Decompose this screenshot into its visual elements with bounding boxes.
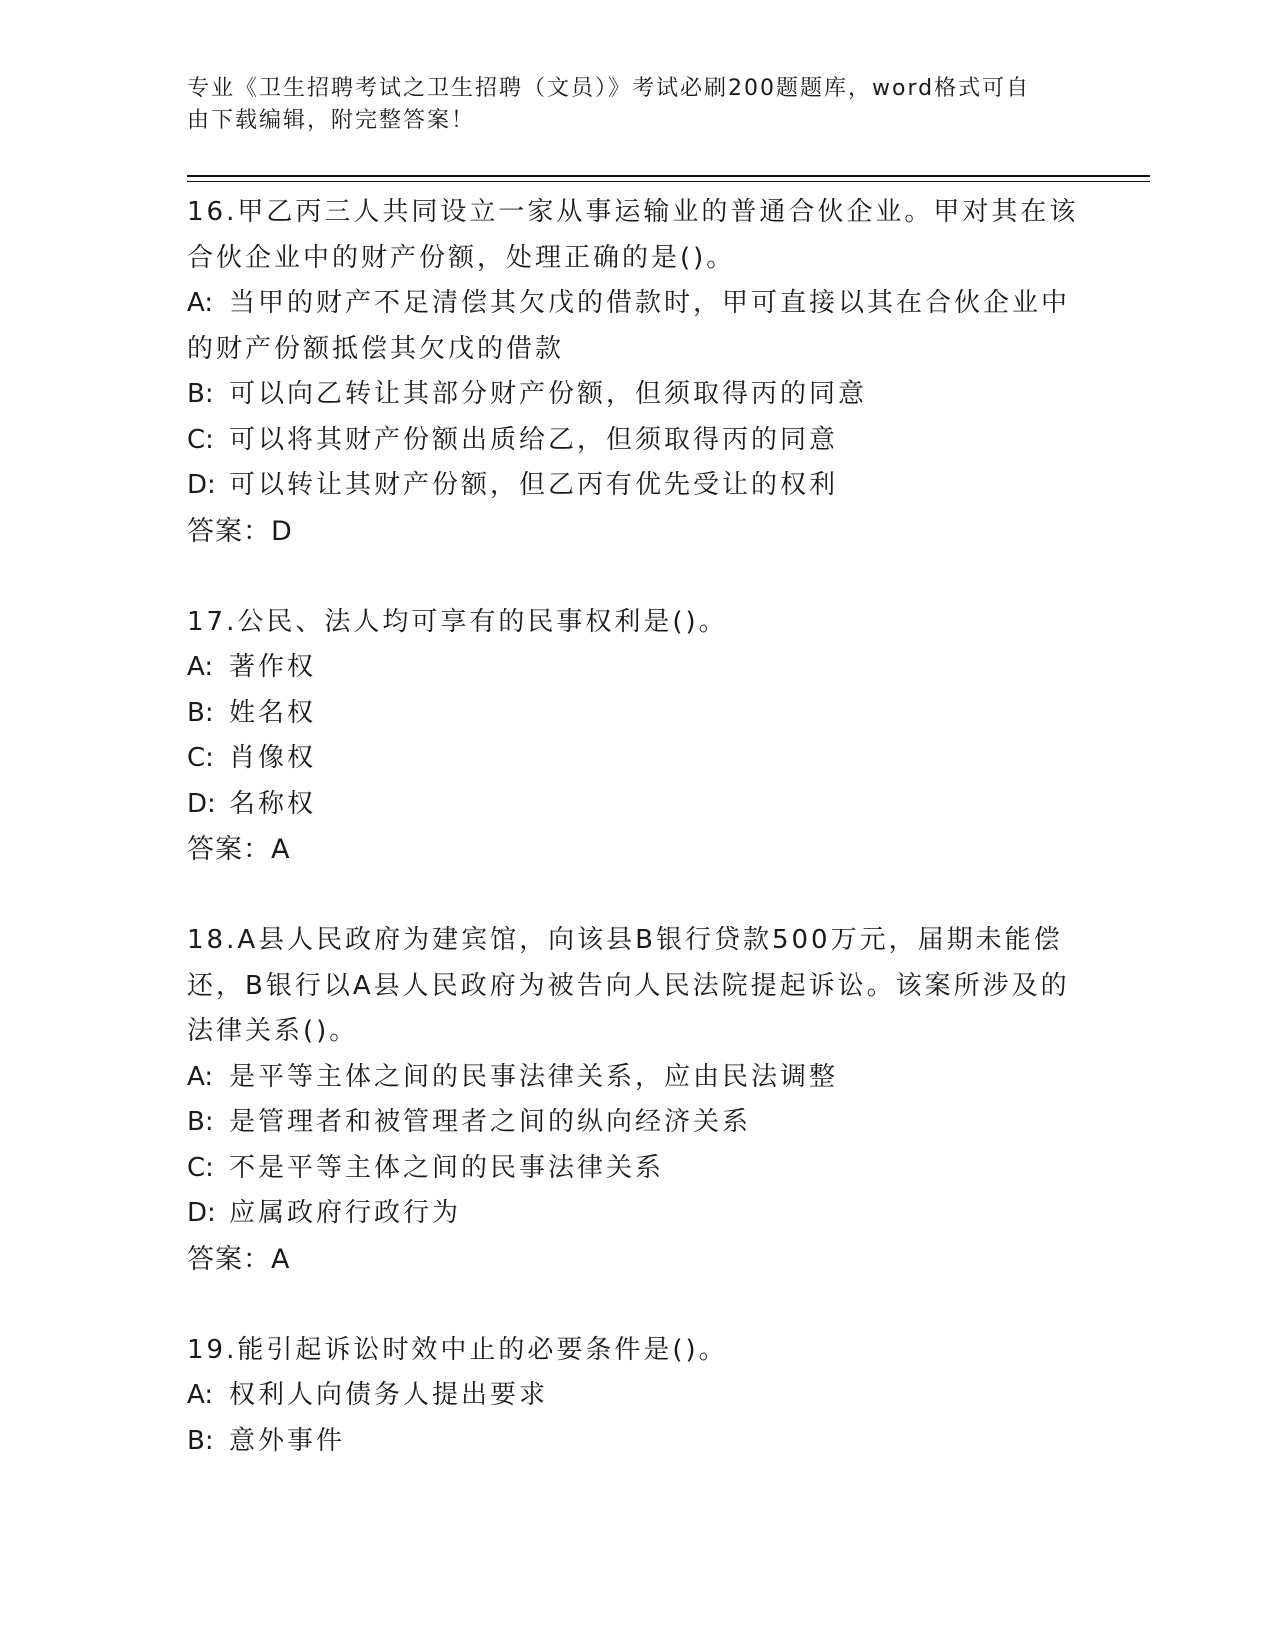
question-16 (187, 190, 1087, 554)
option-text: 是管理者和被管理者之间的纵向经济关系 (229, 1107, 752, 1137)
header-divider-thin (187, 181, 1150, 182)
option-letter: B: (187, 379, 214, 409)
option-c (187, 418, 1087, 464)
question-stem: 19.能引起诉讼时效中止的必要条件是()。 (187, 1334, 728, 1365)
option-text: 权利人向债务人提出要求 (229, 1380, 549, 1410)
option-a (187, 645, 1087, 691)
option-text: 肖像权 (229, 743, 317, 773)
option-letter: B: (187, 697, 214, 728)
option-text: 名称权 (229, 788, 317, 819)
document-header (187, 73, 1067, 137)
option-b (187, 691, 1087, 737)
header-line-2: 由下载编辑，附完整答案！ (187, 108, 476, 133)
option-text: 应属政府行政行为 (229, 1198, 462, 1228)
option-c (187, 736, 1087, 782)
question-spacer (187, 554, 1087, 600)
option-text: 可以转让其财产份额，但乙丙有优先受让的权利 (229, 470, 839, 500)
option-d (187, 1191, 1087, 1237)
answer-line: 答案：A (187, 1243, 291, 1275)
question-18 (187, 918, 1087, 1282)
question-list (187, 190, 1087, 1464)
option-text: 著作权 (229, 652, 317, 682)
option-letter: A: (187, 288, 214, 318)
question-spacer (187, 873, 1087, 919)
option-a (187, 281, 1087, 372)
header-line-1: 专业《卫生招聘考试之卫生招聘（文员）》考试必刷200题题库，word格式可自 (187, 76, 1031, 101)
option-a (187, 1373, 1087, 1419)
option-text: 可以向乙转让其部分财产份额，但须取得丙的同意 (229, 379, 868, 409)
option-c (187, 1146, 1087, 1192)
option-a (187, 1055, 1087, 1101)
question-stem: 18.A县人民政府为建宾馆，向该县B银行贷款500万元，届期未能偿还，B银行以A县人民政府为被告向人民法院提起诉讼。该案所涉及的法律关系()。 (187, 925, 1070, 1046)
option-letter: A: (187, 1380, 214, 1410)
header-divider-thick (187, 175, 1150, 177)
option-b (187, 372, 1087, 418)
answer-line: 答案：A (187, 834, 291, 865)
question-17 (187, 600, 1087, 873)
option-b (187, 1419, 1087, 1465)
option-text: 意外事件 (229, 1425, 346, 1456)
option-letter: C: (187, 1152, 214, 1183)
option-letter: B: (187, 1425, 214, 1456)
option-text: 当甲的财产不足清偿其欠戊的借款时，甲可直接以其在合伙企业中的财产份额抵偿其欠戊的借款 (187, 288, 1071, 364)
option-letter: D: (187, 470, 216, 500)
option-letter: D: (187, 788, 216, 819)
question-19 (187, 1328, 1087, 1465)
option-letter: B: (187, 1107, 214, 1137)
option-text: 是平等主体之间的民事法律关系，应由民法调整 (229, 1061, 839, 1092)
option-b (187, 1100, 1087, 1146)
question-spacer (187, 1282, 1087, 1328)
answer-line: 答案：D (187, 515, 293, 547)
option-letter: C: (187, 424, 214, 455)
option-letter: D: (187, 1198, 216, 1228)
option-text: 可以将其财产份额出质给乙，但须取得丙的同意 (229, 424, 839, 455)
option-text: 姓名权 (229, 697, 317, 728)
option-letter: C: (187, 743, 214, 773)
option-d (187, 463, 1087, 509)
question-stem: 16.甲乙丙三人共同设立一家从事运输业的普通合伙企业。甲对其在该合伙企业中的财产份额，处理正确的是()。 (187, 197, 1079, 273)
option-letter: A: (187, 1061, 214, 1092)
option-text: 不是平等主体之间的民事法律关系 (229, 1152, 665, 1183)
option-d (187, 782, 1087, 828)
question-stem: 17.公民、法人均可享有的民事权利是()。 (187, 606, 728, 637)
option-letter: A: (187, 652, 214, 682)
